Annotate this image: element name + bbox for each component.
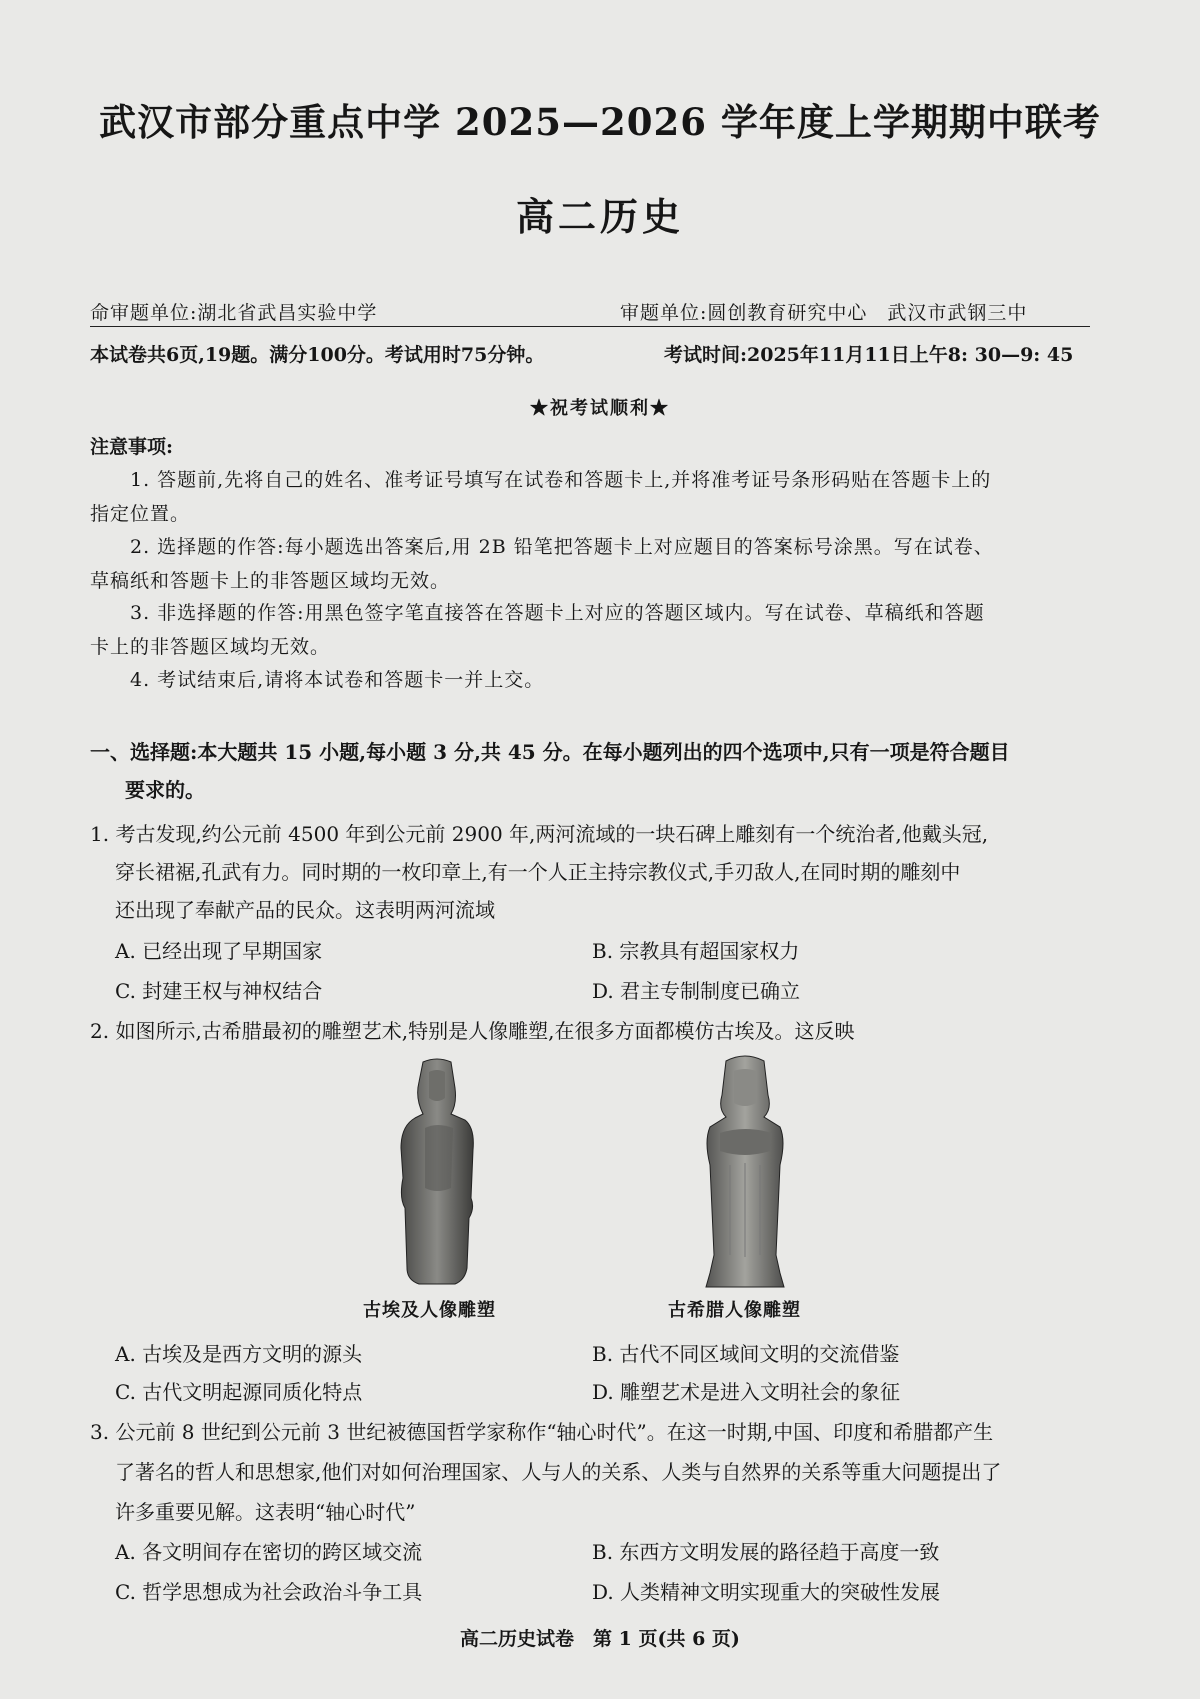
setter-unit: 命审题单位:湖北省武昌实验中学 (90, 302, 378, 324)
section-heading-cont: 要求的。 (125, 778, 205, 802)
question-1-stem: 穿长裙裾,孔武有力。同时期的一枚印章上,有一个人正主持宗教仪式,手刃敌人,在同时期的雕刻中 (115, 860, 961, 884)
question-3-stem: 3. 公元前 8 世纪到公元前 3 世纪被德国哲学家称作“轴心时代”。在这一时期,中国、印度和希腊都产生 (90, 1420, 994, 1444)
review-unit: 审题单位:圆创教育研究中心 武汉市武钢三中 (620, 302, 1028, 324)
exam-info-left: 本试卷共6页,19题。满分100分。考试用时75分钟。 (90, 344, 545, 366)
exam-info-right: 考试时间:2025年11月11日上午8: 30—9: 45 (664, 344, 1074, 366)
question-1-stem: 1. 考古发现,约公元前 4500 年到公元前 2900 年,两河流域的一块石碑上雕刻有一个统治者,他戴头冠, (90, 822, 989, 846)
divider-line (90, 326, 1090, 327)
note-line: 草稿纸和答题卡上的非答题区域均无效。 (90, 570, 451, 592)
greek-statue-image (690, 1055, 800, 1295)
egyptian-statue-image (385, 1058, 490, 1288)
note-line: 指定位置。 (90, 503, 191, 525)
question-2-stem: 2. 如图所示,古希腊最初的雕塑艺术,特别是人像雕塑,在很多方面都模仿古埃及。这反映 (90, 1019, 855, 1043)
note-line: 卡上的非答题区域均无效。 (90, 636, 331, 658)
exam-title: 武汉市部分重点中学 2025—2026 学年度上学期期中联考 (99, 100, 1101, 144)
greek-statue-caption: 古希腊人像雕塑 (668, 1300, 801, 1321)
question-3-stem: 许多重要见解。这表明“轴心时代” (115, 1500, 416, 1524)
question-1-stem: 还出现了奉献产品的民众。这表明两河流域 (115, 898, 495, 922)
question-3-option-b[interactable]: B. 东西方文明发展的路径趋于高度一致 (592, 1540, 940, 1564)
notes-heading: 注意事项: (90, 436, 174, 458)
page-footer: 高二历史试卷 第 1 页(共 6 页) (460, 1628, 740, 1650)
question-1-option-b[interactable]: B. 宗教具有超国家权力 (592, 939, 800, 963)
question-3-option-d[interactable]: D. 人类精神文明实现重大的突破性发展 (592, 1580, 941, 1604)
question-3-stem: 了著名的哲人和思想家,他们对如何治理国家、人与人的关系、人类与自然界的关系等重大问题提出了 (115, 1460, 1002, 1484)
exam-subject: 高二历史 (515, 194, 684, 239)
question-1-option-a[interactable]: A. 已经出现了早期国家 (115, 939, 323, 963)
note-line: 1. 答题前,先将自己的姓名、准考证号填写在试卷和答题卡上,并将准考证号条形码贴在答题卡上的 (130, 469, 992, 491)
section-heading: 一、选择题:本大题共 15 小题,每小题 3 分,共 45 分。在每小题列出的四个选项中,只有一项是符合题目 (90, 740, 1010, 764)
question-2-option-c[interactable]: C. 古代文明起源同质化特点 (115, 1380, 363, 1404)
note-line: 3. 非选择题的作答:用黑色签字笔直接答在答题卡上对应的答题区域内。写在试卷、草稿纸和答题 (130, 602, 985, 624)
question-3-option-a[interactable]: A. 各文明间存在密切的跨区域交流 (115, 1540, 423, 1564)
note-line: 2. 选择题的作答:每小题选出答案后,用 2B 铅笔把答题卡上对应题目的答案标号涂黑。写在试卷、 (130, 536, 994, 558)
egyptian-statue-caption: 古埃及人像雕塑 (363, 1300, 496, 1321)
question-3-option-c[interactable]: C. 哲学思想成为社会政治斗争工具 (115, 1580, 423, 1604)
question-1-option-d[interactable]: D. 君主专制制度已确立 (592, 979, 801, 1003)
good-luck-banner: ★祝考试顺利★ (530, 398, 670, 419)
question-1-option-c[interactable]: C. 封建王权与神权结合 (115, 979, 323, 1003)
question-2-option-b[interactable]: B. 古代不同区域间文明的交流借鉴 (592, 1342, 900, 1366)
question-2-option-a[interactable]: A. 古埃及是西方文明的源头 (115, 1342, 363, 1366)
note-line: 4. 考试结束后,请将本试卷和答题卡一并上交。 (130, 669, 545, 691)
question-2-option-d[interactable]: D. 雕塑艺术是进入文明社会的象征 (592, 1380, 901, 1404)
